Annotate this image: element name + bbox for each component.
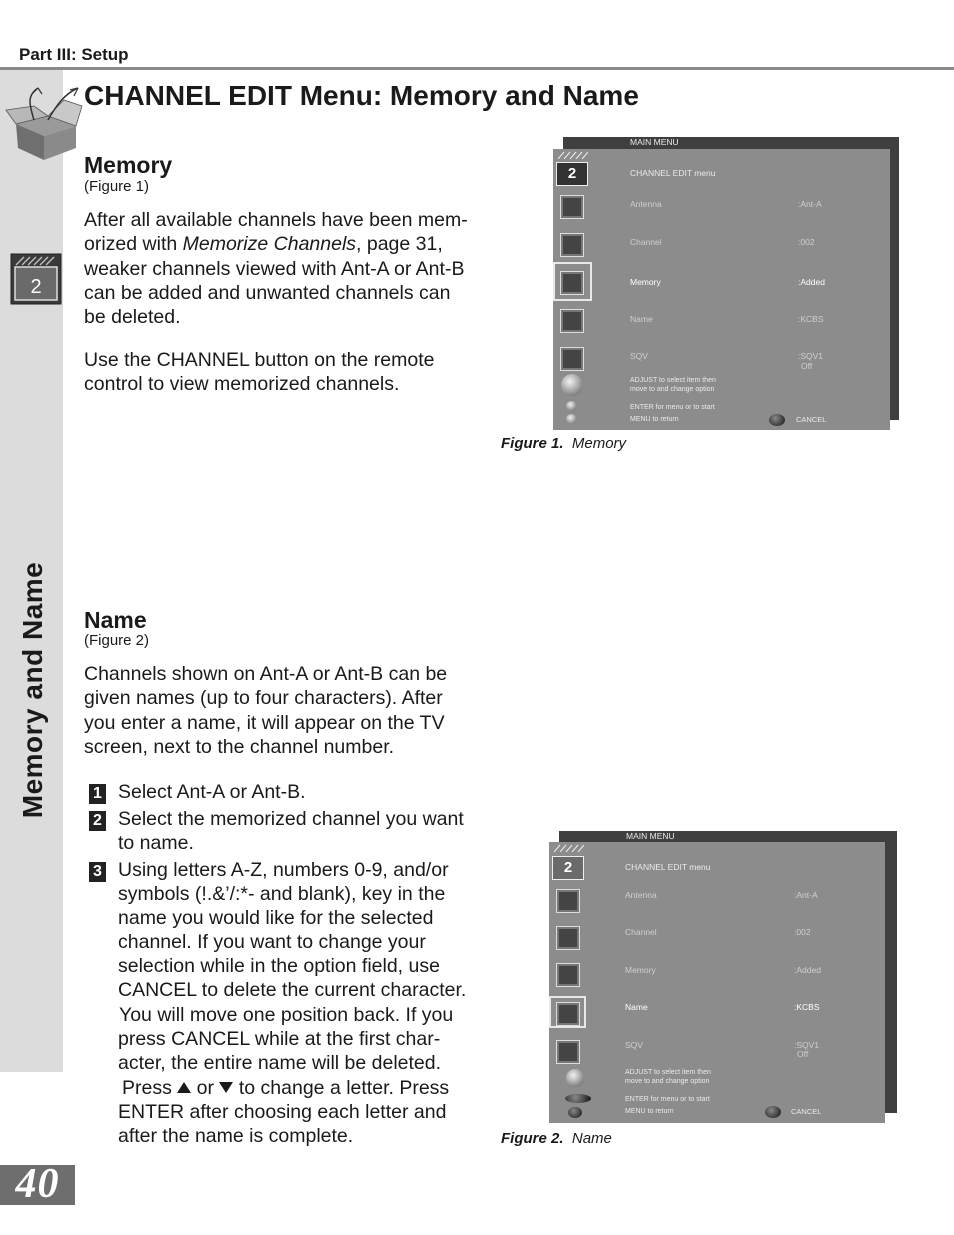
row-name-value: :KCBS [798, 314, 824, 324]
cancel-label: CANCEL [791, 1107, 822, 1116]
help-adjust-1: ADJUST to select item then [630, 377, 716, 384]
channel-menu-icon [560, 233, 584, 257]
row-name-value: :KCBS [794, 1002, 820, 1012]
adjust-knob-icon [561, 374, 583, 396]
row-sqv-label: SQV [630, 351, 648, 361]
step-number-3: 3 [89, 862, 106, 882]
step-3-line: channel. If you want to change your [118, 931, 426, 953]
main-menu-label: MAIN MENU [626, 831, 675, 841]
antenna-icon [556, 151, 588, 159]
memory-paragraph-2: Use the CHANNEL button on the remote control to view memorized channels. [84, 349, 435, 396]
row-channel-label: Channel [625, 927, 657, 937]
antenna-menu-icon [560, 195, 584, 219]
sqv-menu-icon [560, 347, 584, 371]
name-heading: Name [84, 607, 147, 633]
row-sqv-value: :SQV1 [794, 1040, 820, 1050]
step-1-text: Select Ant-A or Ant-B. [118, 781, 306, 803]
memory-menu-icon [556, 963, 580, 987]
row-channel-value: :002 [798, 237, 815, 247]
enter-button-icon [565, 1094, 591, 1103]
help-adjust-2: move to and change option [625, 1078, 710, 1085]
step-3-line: selection while in the option field, use [118, 955, 440, 977]
channel-menu-icon [556, 926, 580, 950]
sqv-menu-icon [556, 1040, 580, 1064]
menu-button-icon [568, 1107, 582, 1118]
section-label: Part III: Setup [19, 45, 129, 64]
figure-1-caption: Figure 1. Memory [501, 435, 627, 452]
adjust-knob-icon [566, 1069, 584, 1087]
name-menu-icon [556, 1002, 580, 1026]
menu-button-icon [566, 414, 577, 424]
side-title: Memory and Name [17, 561, 48, 819]
step-3-line: CANCEL to delete the current character. [118, 979, 467, 1001]
help-menu: MENU to return [625, 1108, 674, 1115]
channel-icon: 2 [556, 162, 588, 186]
step-1 [89, 780, 306, 804]
step-3-line: acter, the entire name will be deleted. [118, 1052, 442, 1074]
row-channel-label: Channel [630, 237, 662, 247]
step-3-line: after the name is complete. [118, 1125, 354, 1147]
row-name-label: Name [630, 314, 653, 324]
down-arrow-icon [219, 1082, 233, 1093]
name-figure-ref: (Figure 2) [84, 632, 150, 649]
memory-menu-icon [560, 271, 584, 295]
row-memory-value: :Added [794, 965, 821, 975]
row-channel-value: :002 [794, 927, 811, 937]
step-number-2: 2 [89, 811, 106, 831]
help-enter: ENTER for menu or to start [625, 1096, 710, 1103]
cancel-label: CANCEL [796, 415, 827, 424]
row-name-label: Name [625, 1002, 648, 1012]
step-3-line: press CANCEL while at the first char- [118, 1028, 441, 1050]
step-number-1: 1 [89, 784, 106, 804]
memory-figure-ref: (Figure 1) [84, 178, 150, 195]
up-arrow-icon [177, 1082, 191, 1093]
main-menu-label: MAIN MENU [630, 137, 679, 147]
tv-channel-icon [10, 253, 62, 305]
enter-button-icon [566, 401, 577, 411]
memory-paragraph-1: After all available channels have been mem- orized with Memorize Channels, page 31, weaker channels viewed with Ant-A or Ant-B can be added and unwanted channels can be deleted. [84, 209, 468, 329]
row-memory-label: Memory [630, 277, 661, 287]
name-paragraph-1: Channels shown on Ant-A or Ant-B can be given names (up to four characters). After you enter a name, it will appear on the TV screen, next to the channel number. [84, 663, 448, 758]
row-memory-label: Memory [625, 965, 656, 975]
cancel-button-icon [765, 1106, 781, 1118]
antenna-menu-icon [556, 889, 580, 913]
step-3-line: ENTER after choosing each letter and [118, 1101, 447, 1123]
page-title: CHANNEL EDIT Menu: Memory and Name [84, 80, 639, 111]
row-sqv-value: :SQV1 [798, 351, 824, 361]
header-rule [0, 67, 954, 70]
step-3-press-line: Press or to change a letter. Press [122, 1077, 450, 1099]
help-adjust-1: ADJUST to select item then [625, 1069, 711, 1076]
help-enter: ENTER for menu or to start [630, 404, 715, 411]
step-2-text-2: to name. [118, 832, 194, 854]
channel-icon: 2 [552, 856, 584, 880]
row-antenna-label: Antenna [625, 890, 657, 900]
name-menu-icon [560, 309, 584, 333]
row-sqv-value-2: Off [801, 361, 813, 371]
step-3-line: name you would like for the selected [118, 907, 434, 929]
page-number: 40 [15, 1161, 60, 1207]
submenu-title: CHANNEL EDIT menu [630, 168, 716, 178]
help-adjust-2: move to and change option [630, 386, 715, 393]
svg-text:2: 2 [30, 276, 42, 298]
row-memory-value: :Added [798, 277, 825, 287]
step-3-line: symbols (!.&’/:*- and blank), key in the [118, 883, 446, 905]
row-sqv-value-2: Off [797, 1049, 809, 1059]
row-sqv-label: SQV [625, 1040, 643, 1050]
row-antenna-value: :Ant-A [798, 199, 822, 209]
step-2 [89, 807, 464, 854]
memory-heading: Memory [84, 152, 173, 178]
open-box-icon [4, 84, 84, 162]
figure-2-caption: Figure 2. Name [501, 1130, 612, 1147]
step-3-line: You will move one position back. If you [119, 1004, 454, 1026]
step-2-text: Select the memorized channel you want [118, 808, 464, 830]
step-3 [89, 858, 467, 1147]
cancel-button-icon [769, 414, 785, 426]
row-antenna-value: :Ant-A [794, 890, 818, 900]
row-antenna-label: Antenna [630, 199, 662, 209]
antenna-icon [552, 844, 584, 852]
submenu-title: CHANNEL EDIT menu [625, 862, 711, 872]
step-3-line: Using letters A-Z, numbers 0-9, and/or [118, 859, 449, 881]
help-menu: MENU to return [630, 416, 679, 423]
